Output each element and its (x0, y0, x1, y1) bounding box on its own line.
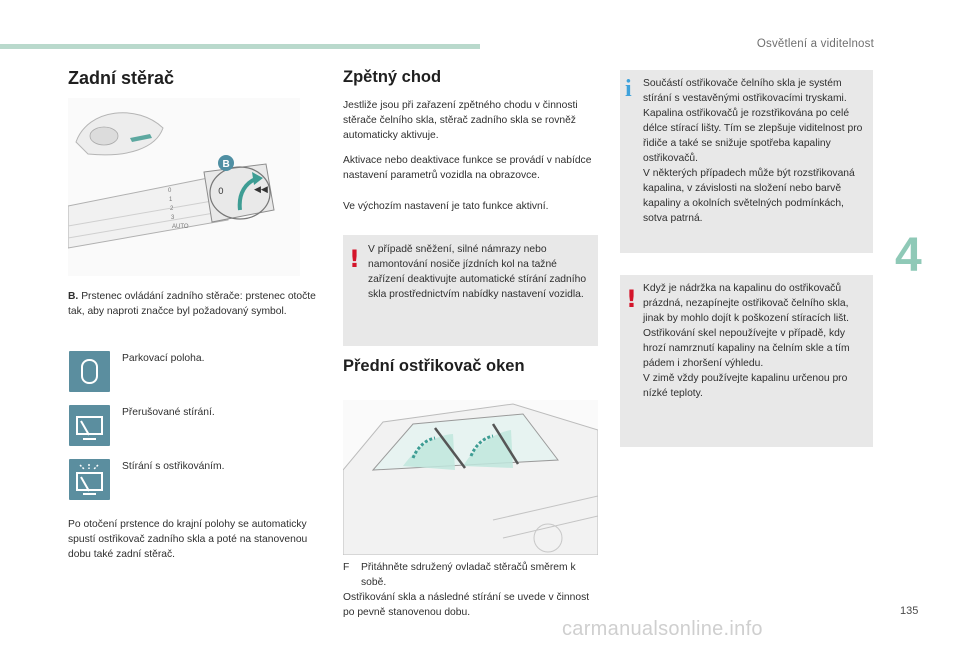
front-washer-title: Přední ostřikovač oken (343, 357, 525, 375)
reverse-gear-title: Zpětný chod (343, 68, 442, 86)
windscreen-washer-illustration (343, 400, 598, 555)
warning-line: Když je nádržka na kapalinu do ostřikovačů prázdná, nezapínejte ostřikovač čelního skla, jinak by mohlo dojít k poškození stíracích lišt. (643, 283, 850, 324)
park-position-label: Parkovací poloha. (122, 353, 205, 364)
rear-wiper-stalk-illustration (68, 98, 300, 276)
b-item-text: Prstenec ovládání zadního stěrače: prstenec otočte tak, aby naproti značce byl požadovaný symbol. (68, 291, 316, 317)
b-item-label: B. (68, 291, 79, 302)
bullet-symbol: F (343, 562, 350, 573)
washer-after-text: Ostřikování skla a následné stírání se uvede v činnost po pevně stanovenou dobu. (343, 592, 590, 618)
stalk-mark: 3 (171, 215, 175, 221)
park-position-icon (69, 351, 110, 392)
snow-warning-text: V případě sněžení, silné námrazy nebo namontování nosiče jízdních kol na tažné zařízení deaktivujte automatické stírání zadního skla prostřednictvím nabídky nastavení vozidla. (368, 244, 587, 300)
chapter-number: 4 (895, 229, 922, 282)
washer-bullet-text: Přitáhněte sdružený ovladač stěračů směrem k sobě. (361, 562, 576, 588)
warning-line: V zimě vždy používejte kapalinu určenou pro nízké teploty. (643, 373, 848, 399)
b-description (68, 289, 318, 319)
wipe-with-washer-icon (69, 459, 110, 500)
fluid-warning-text (643, 281, 869, 401)
callout-b: B (222, 159, 230, 170)
reverse-gear-para2b: Ve výchozím nastavení je tato funkce aktivní. (343, 201, 549, 212)
info-text (643, 76, 869, 226)
rear-wiper-footer-text: Po otočení prstence do krajní polohy se automaticky spustí ostřikovač zadního skla a poté na stanovenou dobu také zadní stěrač. (68, 519, 308, 560)
page-number: 135 (900, 605, 919, 617)
fluid-warning-box (620, 275, 873, 447)
reverse-gear-para1: Jestliže jsou při zařazení zpětného chodu v činnosti stěrače čelního skla, stěrač zadního skla se rovněž automaticky aktivuje. (343, 100, 578, 141)
svg-text:0: 0 (218, 187, 224, 197)
rear-wiper-title: Zadní stěrač (68, 68, 175, 88)
warning-line: Ostřikování skel nepoužívejte v případě, kdy hrozí namrznutí kapaliny na čelním skle a tím pádem i zhoršení výhledu. (643, 328, 850, 369)
stalk-mark: 1 (169, 197, 173, 203)
svg-text:◀◀: ◀◀ (254, 185, 268, 195)
stalk-mark: 2 (170, 206, 174, 212)
intermittent-wipe-label: Přerušované stírání. (122, 407, 215, 418)
info-line: Součástí ostřikovače čelního skla je systém stírání s vestavěnými ostřikovacími tryskami. (643, 78, 847, 104)
stalk-drawing (68, 98, 300, 276)
info-box (620, 70, 873, 253)
reverse-gear-para2a: Aktivace nebo deaktivace funkce se provádí v nabídce nastavení parametrů vozidla na obrazovce. (343, 155, 592, 181)
info-line: V některých případech může být rozstřikovaná kapalina, v závislosti na složení nebo barvě kapaliny a okolních světelných podmínkách, sotva patrná. (643, 168, 855, 224)
stalk-mark: AUTO (172, 224, 189, 230)
wipe-with-washer-label: Stírání s ostřikováním. (122, 461, 225, 472)
intermittent-wipe-icon (69, 405, 110, 446)
snow-warning-box (343, 235, 598, 346)
info-line: Kapalina ostřikovačů je rozstřikována po celé délce stírací lišty. Tím se zlepšuje viditelnost pro řidiče a také se snižuje spotřeba kapaliny ostřikovačů. (643, 108, 863, 164)
info-icon: i (625, 76, 632, 102)
warning-icon: ! (626, 285, 637, 313)
warning-icon: ! (349, 245, 360, 273)
section-title: Osvětlení a viditelnost (756, 38, 874, 50)
header-bar (0, 44, 480, 49)
stalk-mark: 0 (168, 188, 172, 194)
watermark: carmanualsonline.info (562, 618, 763, 640)
